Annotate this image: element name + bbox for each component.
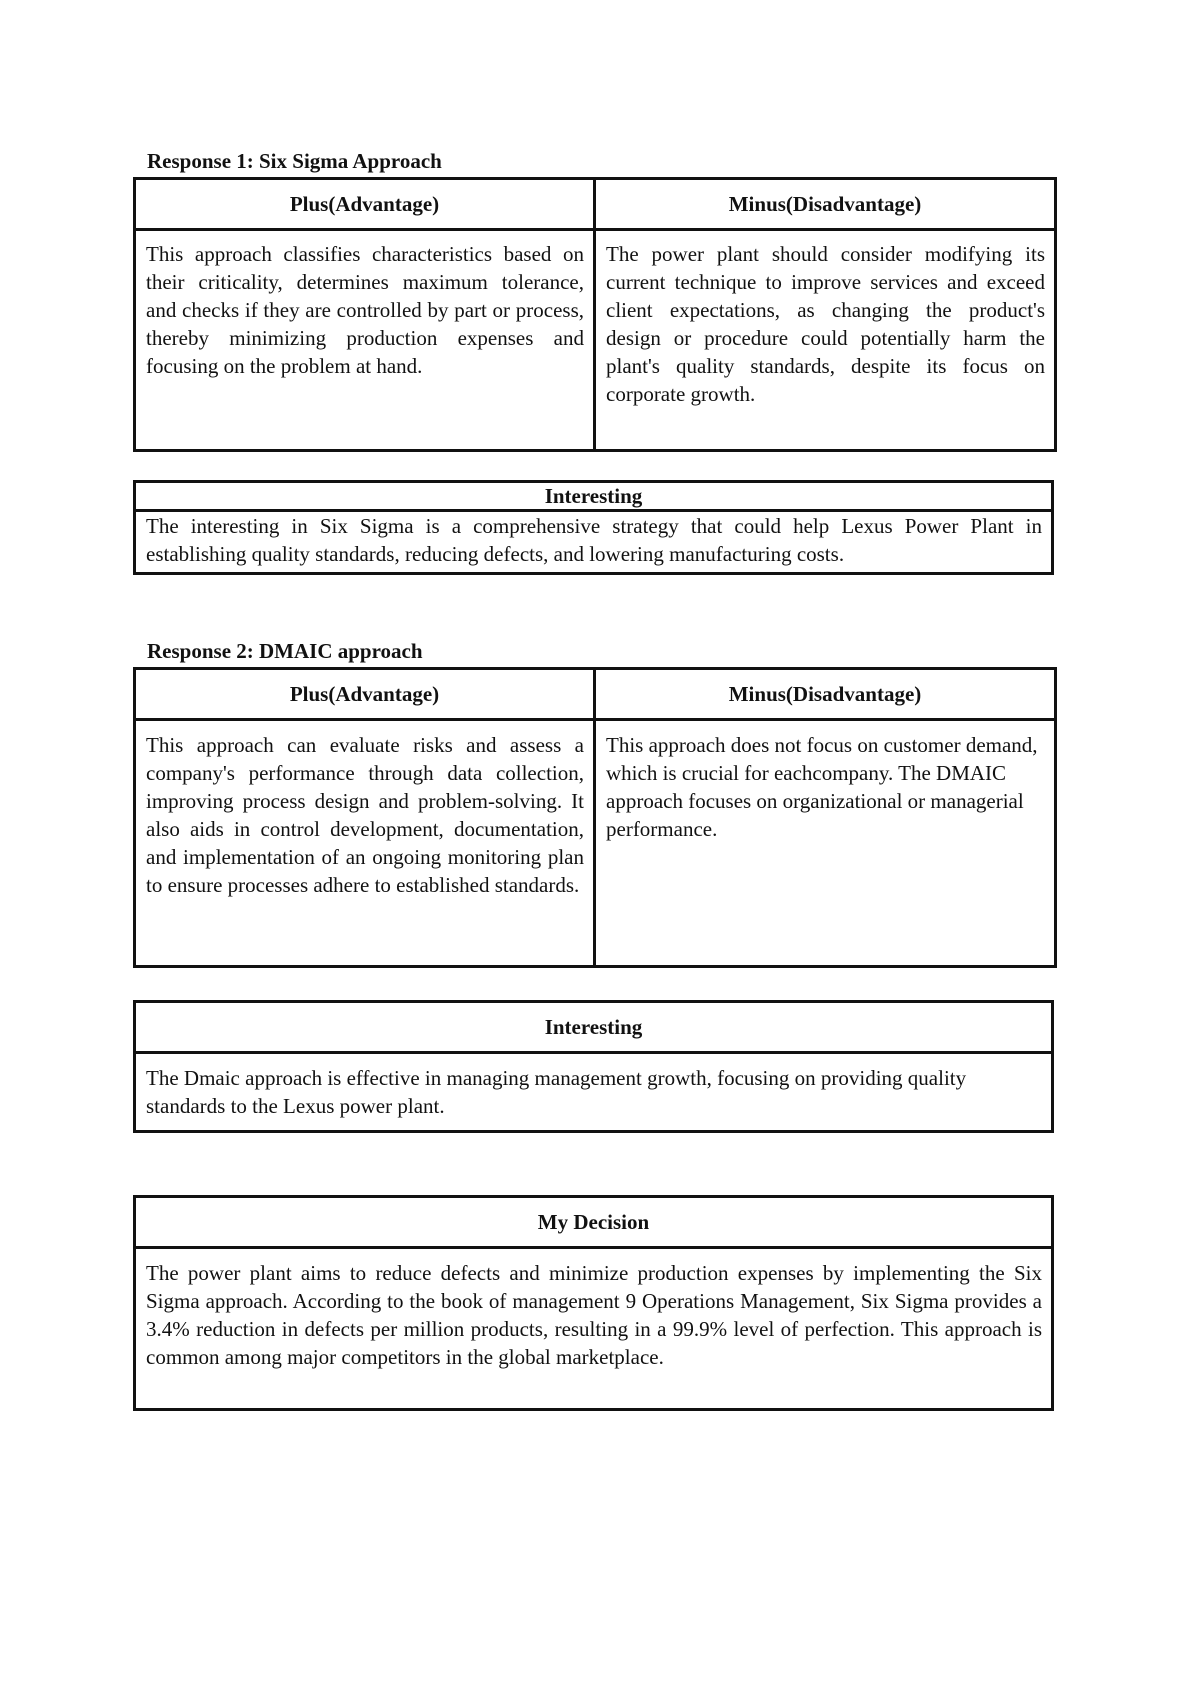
response-1-pmi-table bbox=[133, 177, 1057, 452]
response-1-heading: Response 1: Six Sigma Approach bbox=[147, 149, 442, 173]
decision-header: My Decision bbox=[135, 1197, 1053, 1248]
response-1-plus-header: Plus(Advantage) bbox=[135, 179, 595, 230]
response-2-interesting-table bbox=[133, 1000, 1054, 1133]
response-1-interesting-table bbox=[133, 480, 1054, 575]
response-1-interesting-text: The interesting in Six Sigma is a comprehensive strategy that could help Lexus Power Plant in establishing quality standards, reducing defects, and lowering manufacturing costs. bbox=[135, 511, 1053, 574]
response-2-pmi-table bbox=[133, 667, 1057, 968]
response-1-minus-text: The power plant should consider modifying its current technique to improve services and exceed client expectations, as changing the product's design or procedure could potentially harm the plant's quality standards, despite its focus on corporate growth. bbox=[595, 230, 1056, 451]
decision-table bbox=[133, 1195, 1054, 1411]
decision-text: The power plant aims to reduce defects and minimize production expenses by implementing the Six Sigma approach. According to the book of management 9 Operations Management, Six Sigma provides a 3.4% reduction in defects per million products, resulting in a 99.9% level of perfection. This approach is common among major competitors in the global marketplace. bbox=[135, 1248, 1053, 1410]
response-2-heading: Response 2: DMAIC approach bbox=[147, 639, 423, 663]
response-1-plus-text: This approach classifies characteristics based on their criticality, determines maximum tolerance, and checks if they are controlled by part or process, thereby minimizing production expenses and focusing on the problem at hand. bbox=[135, 230, 595, 451]
response-1-minus-header: Minus(Disadvantage) bbox=[595, 179, 1056, 230]
response-2-minus-text: This approach does not focus on customer demand, which is crucial for eachcompany. The DMAIC approach focuses on organizational or managerial performance. bbox=[595, 720, 1056, 967]
response-2-minus-header: Minus(Disadvantage) bbox=[595, 669, 1056, 720]
response-2-plus-text: This approach can evaluate risks and assess a company's performance through data collection, improving process design and problem-solving. It also aids in control development, documentation, and implementation of an ongoing monitoring plan to ensure processes adhere to established standards. bbox=[135, 720, 595, 967]
response-2-plus-header: Plus(Advantage) bbox=[135, 669, 595, 720]
response-1-interesting-header: Interesting bbox=[135, 482, 1053, 511]
response-2-interesting-text: The Dmaic approach is effective in managing management growth, focusing on providing quality standards to the Lexus power plant. bbox=[135, 1053, 1053, 1132]
response-2-interesting-header: Interesting bbox=[135, 1002, 1053, 1053]
